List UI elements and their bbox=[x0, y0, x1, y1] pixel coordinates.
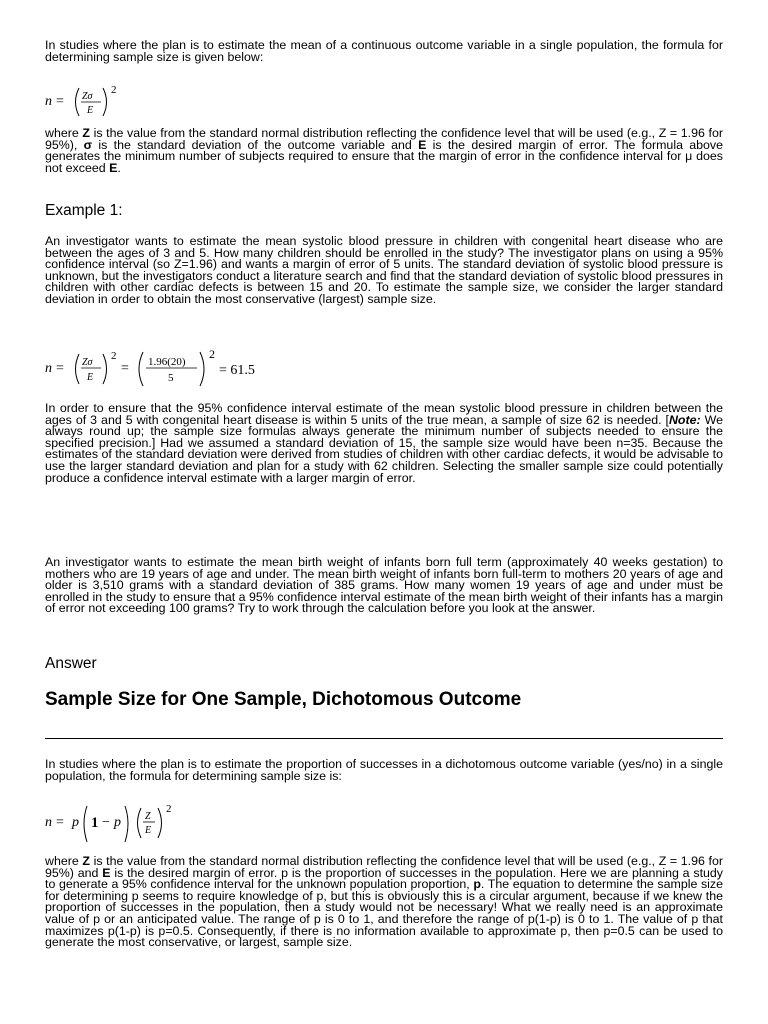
example-1-paragraph: An investigator wants to estimate the mean systolic blood pressure in children with congenital heart disease who are between the ages of 3 and 5. How many children should be enrolled in the study? The investigator plans on using a 95% confidence interval (so Z=1.96) and wants a margin of error of 5 units. The standard deviation of systolic blood pressure is unknown, but the investigators conduct a literature search and find that the standard deviation of systolic blood pressures in children with other cardiac defects is between 15 and 20. To estimate the sample size, we consider the larger standard deviation in order to obtain the most conservative (largest) sample size. bbox=[45, 234, 723, 306]
eq3-p: p bbox=[72, 815, 79, 830]
eq2-numerator: Zσ bbox=[82, 357, 93, 368]
example-1-heading: Example 1: bbox=[45, 202, 123, 219]
eq2-numerator-value: 1.96(20) bbox=[148, 356, 186, 368]
eq2-equals-2: = bbox=[121, 361, 129, 376]
eq3-numerator: Z bbox=[145, 811, 151, 822]
intro-where-paragraph: where Z is the value from the standard normal distribution reflecting the confidence level that will be used (e.g., Z = 1.96 for 95%), σ is the standard deviation of the outcome variable and E is the desired margin of error. The formula above generates the minimum number of subjects required to ensure that the margin of error in the confidence interval for μ does not exceed E. bbox=[45, 126, 723, 175]
eq3-minus: − bbox=[102, 815, 110, 830]
eq3-exponent: 2 bbox=[166, 803, 172, 815]
sample-size-mean-formula bbox=[45, 82, 145, 122]
example-1-conclusion: In order to ensure that the 95% confidence interval estimate of the mean systolic blood pressure in children between the ages of 3 and 5 with congenital heart disease is within 5 units of the true mean, a sample of size 62 is needed. [Note: We always round up; the sample size formulas always generate the minimum number of subjects needed to ensure the specified precision.] Had we assumed a standard deviation of 15, the sample size would have been n=35. Because the estimates of the standard deviation were derived from studies of children with other cardiac defects, it would be advisable to use the larger standard deviation and plan for a study with 62 children. Selecting the smaller sample size could potentially produce a confidence interval estimate with a larger margin of error. bbox=[45, 401, 724, 485]
eq3-one: 1 bbox=[91, 815, 99, 831]
eq1-denominator: E bbox=[87, 105, 94, 116]
example-1-calculation bbox=[45, 348, 285, 388]
eq2-result: = 61.5 bbox=[219, 363, 255, 378]
eq3-denominator: E bbox=[145, 825, 152, 836]
eq3-equals: = bbox=[56, 815, 64, 830]
eq1-exponent: 2 bbox=[111, 84, 117, 96]
eq3-n: n bbox=[45, 815, 52, 830]
eq1-n: n bbox=[45, 94, 52, 109]
eq2-denominator: E bbox=[87, 372, 94, 383]
eq1-equals: = bbox=[56, 94, 64, 109]
section-divider bbox=[45, 738, 723, 739]
eq2-exponent-2: 2 bbox=[209, 348, 215, 361]
eq2-n: n bbox=[45, 361, 52, 376]
eq1-numerator: Zσ bbox=[82, 91, 93, 102]
intro-paragraph: In studies where the plan is to estimate the mean of a continuous outcome variable in a single population, the formula for determining sample size is given below: bbox=[45, 38, 723, 64]
eq3-p2: p bbox=[114, 815, 121, 830]
practice-problem-paragraph: An investigator wants to estimate the mean birth weight of infants born full term (approximately 40 weeks gestation) to mothers who are 19 years of age and under. The mean birth weight of infants born full-term to mothers 20 years of age and older is 3,510 grams with a standard deviation of 385 grams. How many women 19 years of age and under must be enrolled in the study to ensure that a 95% confidence interval estimate of the mean birth weight of their infants has a margin of error not exceeding 100 grams? Try to work through the calculation before you look at the answer. bbox=[45, 555, 723, 616]
section-title-dichotomous: Sample Size for One Sample, Dichotomous Outcome bbox=[45, 689, 522, 710]
dichotomous-intro-paragraph: In studies where the plan is to estimate the proportion of successes in a dichotomous outcome variable (yes/no) in a single population, the formula for determining sample size is: bbox=[45, 757, 723, 783]
eq2-exponent-1: 2 bbox=[111, 350, 117, 362]
eq2-denominator-value: 5 bbox=[168, 372, 174, 384]
eq2-equals-1: = bbox=[56, 361, 64, 376]
sample-size-proportion-formula bbox=[45, 798, 185, 846]
dichotomous-where-paragraph: where Z is the value from the standard normal distribution reflecting the confidence level that will be used (e.g., Z = 1.96 for 95%) and E is the desired margin of error. p is the proportion of successes in the population. Here we are planning a study to generate a 95% confidence interval for the unknown population proportion, p. The equation to determine the sample size for determining p seems to require knowledge of p, but this is obviously this is a circular argument, because if we knew the proportion of successes in the population, then a study would not be necessary! What we really need is an approximate value of p or an anticipated value. The range of p is 0 to 1, and therefore the range of p(1-p) is 0 to 1. The value of p that maximizes p(1-p) is p=0.5. Consequently, if there is no information available to approximate p, then p=0.5 can be used to generate the most conservative, or largest, sample size. bbox=[45, 854, 724, 950]
answer-link[interactable]: Answer bbox=[45, 655, 97, 672]
